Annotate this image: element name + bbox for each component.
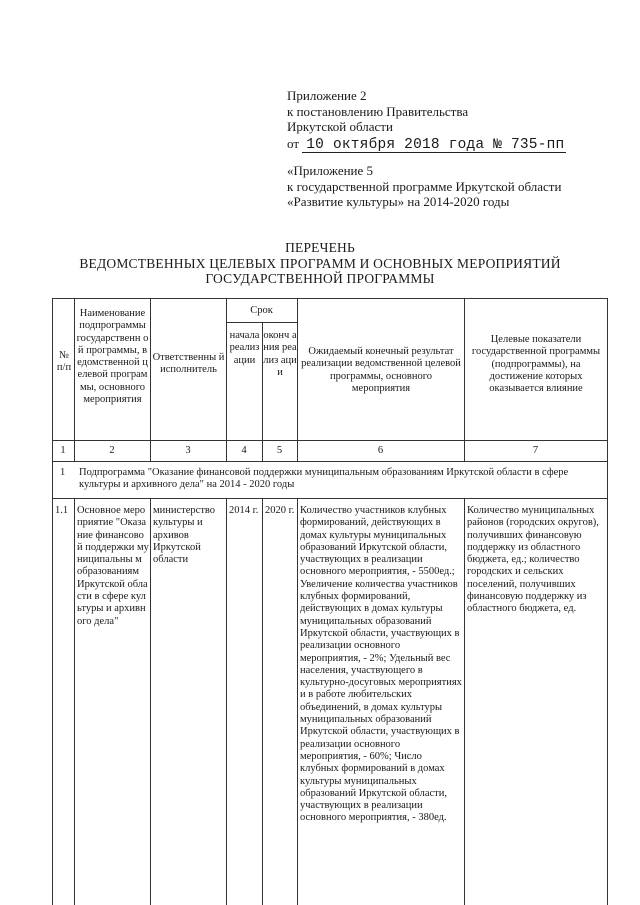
header-targets: Целевые показатели государственной программы (подпрограммы), на достижение которых оказывается влияние — [471, 334, 601, 395]
grid-line — [150, 298, 151, 462]
grid-line — [52, 498, 608, 499]
program-reference: к государственной программе Иркутской области — [287, 178, 562, 194]
document-title — [0, 240, 640, 287]
row-expected-result: Количество участников клубных формирований, действующих в домах культуры муниципальных образований Иркутской области, участвующих в реализации основного мероприятия, - 5500ед.; Увеличение количества участников клубных формирований, действующих в домах культуры муниципальных образований Иркутской области, участвующих в реализации основного мероприятия, - 2%; Удельный вес населения, участвующего в культурно-досуговых мероприятиях и в работе любительских объединений, в домах культуры муниципальных образований Иркутской области, участвующих в реализации основного мероприятия, - 60%; Число клубных формирований в домах культуры муниципальных образований Иркутской области, участвующих в реализации основного мероприятия, - 380ед. — [300, 505, 462, 824]
col-number: 1 — [60, 445, 66, 456]
grid-line — [52, 461, 608, 462]
grid-line — [297, 298, 298, 462]
grid-line — [226, 298, 227, 462]
grid-line — [464, 498, 465, 905]
decree-date-line — [287, 136, 566, 153]
decree-reference: к постановлению Правительства — [287, 103, 469, 119]
col-number: 7 — [532, 445, 539, 456]
subprogram-num: 1 — [60, 467, 66, 478]
header-result: Ожидаемый конечный результат реализации ведомственной целевой программы, основного мероприятия — [301, 346, 461, 394]
header-num: № п/п — [56, 350, 72, 374]
region-name: Иркутской области — [287, 119, 393, 134]
grid-line — [262, 498, 263, 905]
header-end: оконч ания реализ ации — [263, 330, 297, 378]
grid-line — [52, 298, 608, 299]
grid-line — [74, 298, 75, 462]
date-prefix: от — [287, 135, 300, 151]
header-executor: Ответственны й исполнитель — [152, 352, 225, 376]
program-appendix-header — [287, 163, 561, 210]
header-term: Срок — [250, 305, 273, 316]
row-activity-name: Основное мероприятие "Оказание финансовой поддержки муниципальны м образованиям Иркутской области в сфере культуры и архивного дела" — [77, 505, 149, 627]
row-end: 2020 г. — [265, 505, 295, 516]
grid-line — [607, 298, 608, 905]
col-number: 3 — [185, 445, 191, 456]
program-name: «Развитие культуры» на 2014-2020 годы — [287, 194, 510, 209]
appendix-header — [287, 88, 566, 153]
grid-line — [52, 298, 53, 905]
grid-line — [226, 498, 227, 905]
title-line-2: ВЕДОМСТВЕННЫХ ЦЕЛЕВЫХ ПРОГРАММ И ОСНОВНЫХ МЕРОПРИЯТИЙ — [79, 255, 561, 271]
program-appendix-label: «Приложение 5 — [287, 163, 374, 178]
grid-line — [464, 298, 465, 462]
grid-line — [74, 498, 75, 905]
header-start: начала реализ ации — [229, 330, 260, 366]
subprogram-title: Подпрограмма "Оказание финансовой поддержки муниципальным образованиям Иркутской области в сфере культуры и архивного дела" на 2014 - 2020 годы — [79, 467, 569, 491]
grid-line — [297, 498, 298, 905]
appendix-label: Приложение 2 — [287, 88, 367, 103]
row-num: 1.1 — [55, 505, 69, 516]
title-line-3: ГОСУДАРСТВЕННОЙ ПРОГРАММЫ — [205, 271, 435, 286]
row-target-indicators: Количество муниципальных районов (городских округов), получивших финансовую поддержку из областного бюджета, ед.; количество городских и сельских поселений, получивших финансовую поддержку из областного бюджета, ед. — [467, 505, 599, 615]
header-name: Наименование подпрограммы государственн ой программы, ведомственной целевой программы, основного мероприятия — [76, 308, 149, 406]
col-number: 6 — [377, 445, 384, 456]
title-line-1: ПЕРЕЧЕНЬ — [285, 240, 355, 255]
col-number: 5 — [276, 445, 283, 456]
grid-line — [150, 498, 151, 905]
row-start: 2014 г. — [229, 505, 259, 516]
grid-line — [52, 440, 608, 441]
row-executor: министерство культуры и архивов Иркутской области — [153, 505, 216, 566]
col-number: 2 — [109, 445, 115, 456]
decree-date-value: 10 октября 2018 года № 735-пп — [302, 138, 566, 153]
col-number: 4 — [241, 445, 247, 456]
